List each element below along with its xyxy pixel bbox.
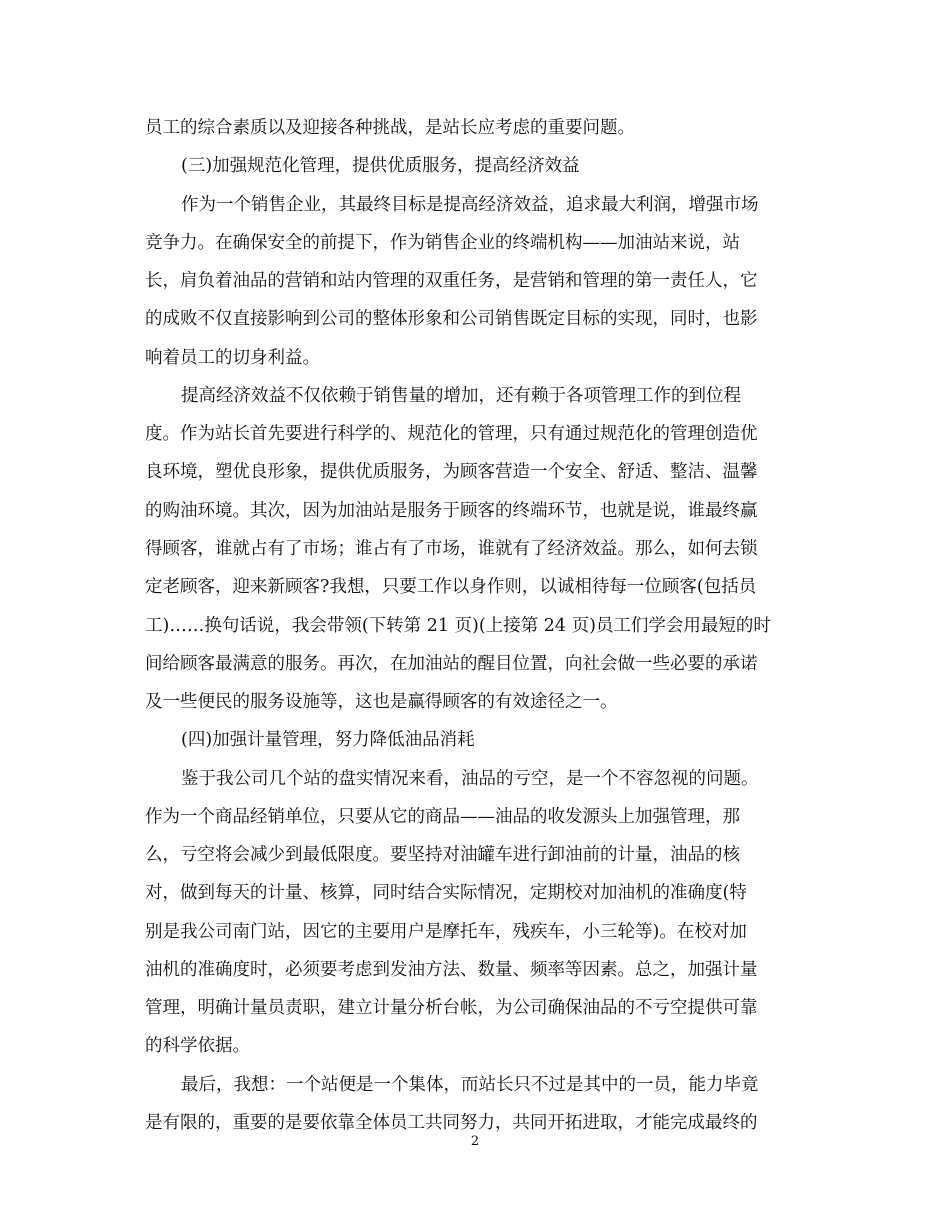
text-line: 员工的综合素质以及迎接各种挑战，是站长应考虑的重要问题。 (145, 118, 635, 138)
text-line: 工)……换句话说，我会带领(下转第 21 页)(上接第 24 页)员工们学会用最短的时 (145, 615, 771, 636)
text-line: 竞争力。在确保安全的前提下，作为销售企业的终端机构——加油站来说，站 (145, 232, 740, 253)
text-line: 度。作为站长首先要进行科学的、规范化的管理，只有通过规范化的管理创造优 (145, 424, 758, 445)
text-line: 作为一个销售企业，其最终目标是提高经济效益，追求最大利润，增强市场 (181, 194, 759, 215)
section-heading: (三)加强规范化管理，提供优质服务，提高经济效益 (181, 156, 580, 177)
text-line: 是有限的，重要的是要依靠全体员工共同努力，共同开拓进取，才能完成最终的 (145, 1113, 758, 1133)
text-line: 鉴于我公司几个站的盘实情况来看，油品的亏空，是一个不容忽视的问题。 (181, 768, 759, 789)
text-line: 响着员工的切身利益。 (145, 347, 320, 368)
text-line: 的科学依据。 (145, 1036, 250, 1057)
text-line: 长，肩负着油品的营销和站内管理的双重任务，是营销和管理的第一责任人，它 (145, 271, 758, 292)
text-line: 对，做到每天的计量、核算，同时结合实际情况，定期校对加油机的准确度(特 (145, 883, 747, 904)
text-line: 得顾客，谁就占有了市场；谁占有了市场，谁就有了经济效益。那么，如何去锁 (145, 538, 758, 559)
text-line: 的购油环境。其次，因为加油站是服务于顾客的终端环节，也就是说，谁最终赢 (145, 500, 758, 521)
text-line: 及一些便民的服务设施等，这也是赢得顾客的有效途径之一。 (145, 692, 618, 713)
text-line: 油机的准确度时，必须要考虑到发油方法、数量、频率等因素。总之，加强计量 (145, 959, 758, 980)
text-line: 最后，我想：一个站便是一个集体，而站长只不过是其中的一员，能力毕竟 (181, 1074, 759, 1095)
text-line: 管理，明确计量员责职，建立计量分析台帐，为公司确保油品的不亏空提供可靠 (145, 998, 758, 1019)
page-number: 2 (470, 1134, 480, 1149)
text-line: 作为一个商品经销单位，只要从它的商品——油品的收发源头上加强管理，那 (145, 806, 740, 827)
text-line: 的成败不仅直接影响到公司的整体形象和公司销售既定目标的实现，同时，也影 (145, 309, 758, 330)
text-line: 提高经济效益不仅依赖于销售量的增加，还有赖于各项管理工作的到位程 (181, 385, 741, 406)
text-line: 定老顾客，迎来新顾客?我想，只要工作以身作则，以诚相待每一位顾客(包括员 (145, 577, 757, 598)
text-line: 间给顾客最满意的服务。再次，在加油站的醒目位置，向社会做一些必要的承诺 (145, 653, 758, 674)
text-line: 良环境，塑优良形象，提供优质服务，为顾客营造一个安全、舒适、整洁、温馨 (145, 462, 758, 483)
text-line: 么，亏空将会减少到最低限度。要坚持对油罐车进行卸油前的计量，油品的核 (145, 845, 740, 866)
text-line: 别是我公司南门站，因它的主要用户是摩托车，残疾车，小三轮等)。在校对加 (145, 921, 747, 942)
section-heading: (四)加强计量管理，努力降低油品消耗 (181, 730, 475, 751)
